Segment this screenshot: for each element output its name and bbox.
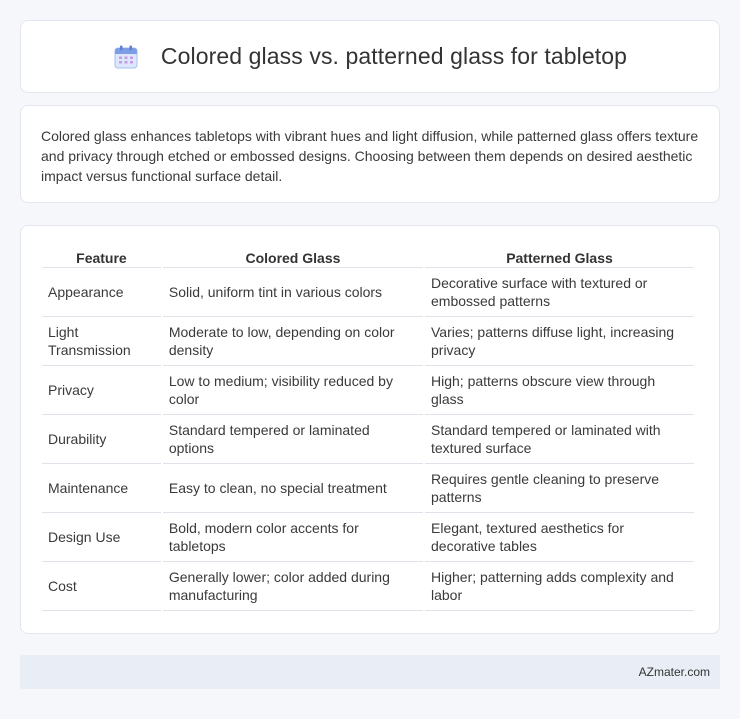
column-header-feature: Feature (42, 246, 161, 268)
table-row (42, 366, 694, 415)
colored-glass-cell: Easy to clean, no special treatment (163, 464, 423, 513)
feature-cell: Maintenance (42, 464, 161, 513)
comparison-table-card (20, 225, 720, 634)
title-card (20, 20, 720, 93)
feature-cell: Appearance (42, 268, 161, 317)
colored-glass-cell: Bold, modern color accents for tabletops (163, 513, 423, 562)
patterned-glass-cell: Varies; patterns diffuse light, increasing privacy (425, 317, 694, 366)
colored-glass-cell: Solid, uniform tint in various colors (163, 268, 423, 317)
colored-glass-cell: Standard tempered or laminated options (163, 415, 423, 464)
table-row (42, 317, 694, 366)
table-row (42, 513, 694, 562)
colored-glass-cell: Moderate to low, depending on color density (163, 317, 423, 366)
feature-cell: Durability (42, 415, 161, 464)
patterned-glass-cell: Higher; patterning adds complexity and labor (425, 562, 694, 611)
comparison-table (40, 246, 696, 611)
column-header-patterned-glass: Patterned Glass (425, 246, 694, 268)
feature-cell: Cost (42, 562, 161, 611)
patterned-glass-cell: Requires gentle cleaning to preserve patterns (425, 464, 694, 513)
colored-glass-cell: Generally lower; color added during manufacturing (163, 562, 423, 611)
feature-cell: Privacy (42, 366, 161, 415)
page-title: Colored glass vs. patterned glass for tabletop (160, 43, 628, 69)
table-header-row (42, 246, 694, 268)
calendar-icon (113, 44, 139, 70)
table-row (42, 464, 694, 513)
intro-card (20, 105, 720, 203)
table-row (42, 415, 694, 464)
intro-text: Colored glass enhances tabletops with vibrant hues and light diffusion, while patterned glass offers texture and privacy through etched or embossed designs. Choosing between them depends on desired aesthetic impact versus functional surface detail. (41, 128, 699, 184)
colored-glass-cell: Low to medium; visibility reduced by color (163, 366, 423, 415)
table-row (42, 268, 694, 317)
patterned-glass-cell: Decorative surface with textured or embossed patterns (425, 268, 694, 317)
patterned-glass-cell: High; patterns obscure view through glass (425, 366, 694, 415)
patterned-glass-cell: Standard tempered or laminated with textured surface (425, 415, 694, 464)
footer-brand: AZmater.com (638, 665, 710, 679)
footer-bar (20, 655, 720, 689)
feature-cell: Design Use (42, 513, 161, 562)
feature-cell: Light Transmission (42, 317, 161, 366)
column-header-colored-glass: Colored Glass (163, 246, 423, 268)
table-row (42, 562, 694, 611)
patterned-glass-cell: Elegant, textured aesthetics for decorative tables (425, 513, 694, 562)
